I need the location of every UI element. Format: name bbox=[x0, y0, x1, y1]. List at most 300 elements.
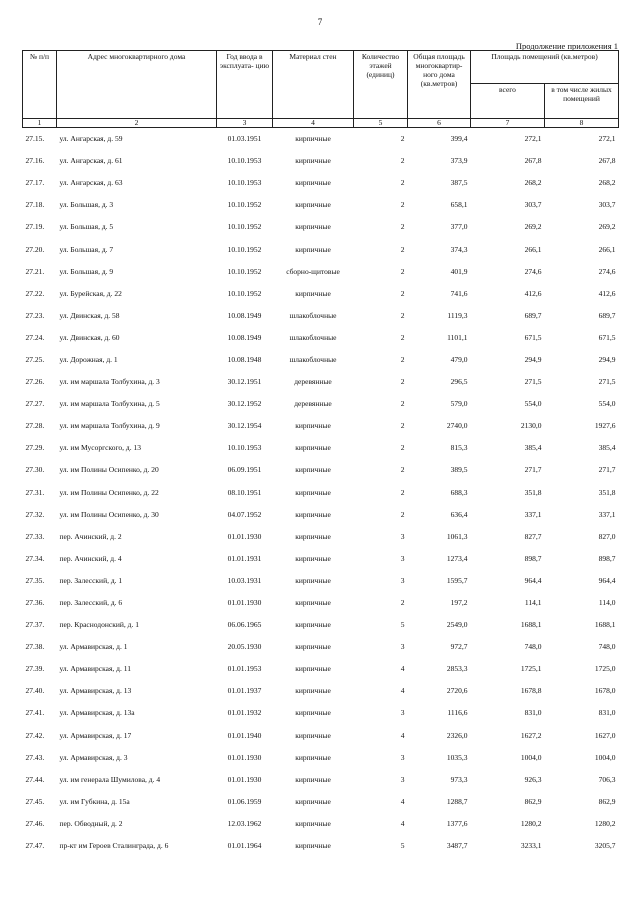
row-number: 27.40. bbox=[25, 686, 45, 696]
row-total-area: 1101,1 bbox=[447, 332, 468, 342]
row-premises-residential: 1004,0 bbox=[594, 752, 616, 762]
row-premises-all: 266,1 bbox=[524, 244, 542, 254]
row-year: 01.01.1932 bbox=[227, 708, 262, 718]
table-row bbox=[23, 150, 619, 172]
row-premises-residential: 689,7 bbox=[598, 310, 616, 320]
row-total-area: 2853,3 bbox=[446, 664, 468, 674]
row-premises-residential: 274,6 bbox=[598, 266, 616, 276]
row-year: 01.01.1937 bbox=[227, 686, 262, 696]
row-address: пер. Ачинский, д. 4 bbox=[59, 553, 122, 563]
register-body bbox=[23, 128, 619, 857]
row-premises-all: 294,9 bbox=[524, 354, 542, 364]
row-premises-all: 862,9 bbox=[524, 796, 542, 806]
row-floors: 5 bbox=[400, 620, 405, 630]
row-year: 10.10.1953 bbox=[227, 156, 262, 166]
row-year: 30.12.1951 bbox=[227, 377, 262, 387]
row-floors: 5 bbox=[400, 841, 405, 851]
row-premises-all: 2130,0 bbox=[520, 421, 542, 431]
row-year: 20.05.1930 bbox=[227, 642, 262, 652]
row-material: кирпичные bbox=[295, 642, 331, 652]
row-address: ул. Двинская, д. 58 bbox=[59, 310, 120, 320]
row-floors: 4 bbox=[400, 796, 405, 806]
row-total-area: 1377,6 bbox=[446, 818, 468, 828]
row-year: 10.10.1953 bbox=[227, 178, 262, 188]
row-number: 27.31. bbox=[25, 487, 45, 497]
row-floors: 2 bbox=[400, 244, 405, 254]
table-row bbox=[23, 680, 619, 702]
row-number: 27.44. bbox=[25, 774, 45, 784]
row-year: 10.10.1953 bbox=[227, 443, 262, 453]
row-year: 01.01.1964 bbox=[227, 841, 262, 851]
row-material: кирпичные bbox=[295, 752, 331, 762]
row-material: кирпичные bbox=[295, 465, 331, 475]
row-material: кирпичные bbox=[295, 796, 331, 806]
row-address: ул. Двинская, д. 60 bbox=[59, 332, 120, 342]
row-floors: 3 bbox=[400, 553, 405, 563]
continuation-note: Продолжение приложения 1 bbox=[515, 41, 618, 51]
row-material: кирпичные bbox=[295, 487, 331, 497]
row-total-area: 658,1 bbox=[450, 200, 468, 210]
row-address: ул. им маршала Толбухина, д. 5 bbox=[59, 399, 160, 409]
row-floors: 2 bbox=[400, 487, 405, 497]
row-floors: 2 bbox=[400, 421, 405, 431]
table-row bbox=[23, 304, 619, 326]
row-number: 27.18. bbox=[25, 200, 45, 210]
row-number: 27.41. bbox=[25, 708, 45, 718]
row-premises-residential: 706,3 bbox=[598, 774, 616, 784]
row-address: ул. Армавирская, д. 13 bbox=[59, 686, 132, 696]
row-year: 10.08.1949 bbox=[227, 332, 262, 342]
row-address: пер. Залесский, д. 6 bbox=[59, 598, 123, 608]
table-row bbox=[23, 459, 619, 481]
table-row bbox=[23, 812, 619, 834]
column-number: 2 bbox=[57, 119, 217, 128]
column-number: 4 bbox=[273, 119, 354, 128]
row-floors: 2 bbox=[400, 156, 405, 166]
row-total-area: 399,4 bbox=[450, 134, 468, 144]
page-number: 7 bbox=[317, 17, 323, 27]
table-row bbox=[23, 525, 619, 547]
row-floors: 3 bbox=[400, 531, 405, 541]
row-premises-residential: 269,2 bbox=[598, 222, 616, 232]
row-year: 01.01.1931 bbox=[227, 553, 262, 563]
row-year: 10.10.1952 bbox=[227, 222, 262, 232]
row-year: 01.01.1930 bbox=[227, 774, 262, 784]
row-year: 10.10.1952 bbox=[227, 288, 262, 298]
row-material: кирпичные bbox=[295, 774, 331, 784]
table-row bbox=[23, 371, 619, 393]
row-material: сборно-щитовые bbox=[286, 266, 340, 276]
row-premises-all: 964,4 bbox=[524, 575, 542, 585]
row-floors: 4 bbox=[400, 818, 405, 828]
row-floors: 4 bbox=[400, 664, 405, 674]
row-total-area: 1119,3 bbox=[447, 310, 468, 320]
row-total-area: 815,3 bbox=[450, 443, 468, 453]
header-floors: Количество этажей (единиц) bbox=[354, 51, 408, 119]
row-total-area: 741,6 bbox=[450, 288, 468, 298]
row-floors: 2 bbox=[400, 509, 405, 519]
row-floors: 2 bbox=[400, 399, 405, 409]
row-total-area: 377,0 bbox=[450, 222, 468, 232]
row-address: ул. им Полины Осипенко, д. 20 bbox=[59, 465, 159, 475]
row-premises-all: 271,5 bbox=[524, 377, 542, 387]
table-row bbox=[23, 194, 619, 216]
row-premises-residential: 351,8 bbox=[598, 487, 616, 497]
row-material: кирпичные bbox=[295, 244, 331, 254]
row-address: ул. Армавирская, д. 11 bbox=[59, 664, 131, 674]
header-no: № п/п bbox=[23, 51, 57, 119]
row-total-area: 374,3 bbox=[450, 244, 468, 254]
row-number: 27.43. bbox=[25, 752, 45, 762]
row-premises-all: 1280,2 bbox=[520, 818, 542, 828]
row-year: 10.08.1948 bbox=[227, 354, 262, 364]
row-address: пер. Обводный, д. 2 bbox=[59, 818, 123, 828]
row-number: 27.28. bbox=[25, 421, 45, 431]
row-premises-residential: 3205,7 bbox=[594, 841, 616, 851]
row-year: 30.12.1952 bbox=[227, 399, 262, 409]
row-address: ул. им Полины Осипенко, д. 30 bbox=[59, 509, 159, 519]
row-material: деревянные bbox=[294, 377, 332, 387]
row-material: шлакоблочные bbox=[289, 310, 337, 320]
row-number: 27.36. bbox=[25, 598, 45, 608]
row-address: ул. Бурейская, д. 22 bbox=[59, 288, 122, 298]
row-year: 06.09.1951 bbox=[227, 465, 262, 475]
row-total-area: 389,5 bbox=[450, 465, 468, 475]
row-number: 27.46. bbox=[25, 818, 45, 828]
row-premises-residential: 268,2 bbox=[598, 178, 616, 188]
row-material: кирпичные bbox=[295, 509, 331, 519]
row-material: кирпичные bbox=[295, 288, 331, 298]
row-number: 27.42. bbox=[25, 730, 45, 740]
row-premises-all: 274,6 bbox=[524, 266, 542, 276]
row-premises-all: 271,7 bbox=[524, 465, 542, 475]
table-row bbox=[23, 503, 619, 525]
table-row bbox=[23, 746, 619, 768]
table-row bbox=[23, 326, 619, 348]
row-premises-residential: 554,0 bbox=[598, 399, 616, 409]
row-address: ул. Армавирская, д. 1 bbox=[59, 642, 128, 652]
row-total-area: 1288,7 bbox=[446, 796, 468, 806]
row-number: 27.34. bbox=[25, 553, 45, 563]
row-premises-all: 926,3 bbox=[524, 774, 542, 784]
row-address: пр-кт им Героев Сталинграда, д. 6 bbox=[59, 841, 169, 851]
row-material: кирпичные bbox=[295, 620, 331, 630]
row-floors: 3 bbox=[400, 774, 405, 784]
row-floors: 2 bbox=[400, 200, 405, 210]
header-address: Адрес многоквартирного дома bbox=[57, 51, 217, 119]
row-total-area: 2720,6 bbox=[446, 686, 468, 696]
row-number: 27.16. bbox=[25, 156, 45, 166]
row-premises-all: 412,6 bbox=[524, 288, 542, 298]
row-year: 01.01.1930 bbox=[227, 752, 262, 762]
housing-register-table bbox=[22, 50, 619, 857]
table-row bbox=[23, 569, 619, 591]
header-total-area: Общая площадь многоквартир- ного дома (кв.метров) bbox=[408, 51, 471, 119]
table-row bbox=[23, 481, 619, 503]
row-floors: 2 bbox=[400, 332, 405, 342]
row-premises-all: 1725,1 bbox=[520, 664, 542, 674]
row-material: кирпичные bbox=[295, 531, 331, 541]
row-premises-all: 114,1 bbox=[524, 598, 542, 608]
row-total-area: 1061,3 bbox=[446, 531, 468, 541]
row-number: 27.29. bbox=[25, 443, 45, 453]
row-total-area: 636,4 bbox=[450, 509, 468, 519]
row-floors: 3 bbox=[400, 752, 405, 762]
row-premises-residential: 1725,0 bbox=[594, 664, 616, 674]
table-row bbox=[23, 614, 619, 636]
column-number: 6 bbox=[408, 119, 471, 128]
row-year: 01.01.1940 bbox=[227, 730, 262, 740]
row-material: кирпичные bbox=[295, 598, 331, 608]
row-number: 27.23. bbox=[25, 310, 45, 320]
row-number: 27.26. bbox=[25, 377, 45, 387]
row-premises-residential: 862,9 bbox=[598, 796, 616, 806]
row-premises-residential: 1678,0 bbox=[594, 686, 616, 696]
row-premises-residential: 294,9 bbox=[598, 354, 616, 364]
row-number: 27.21. bbox=[25, 266, 45, 276]
row-material: кирпичные bbox=[295, 818, 331, 828]
row-premises-all: 1688,1 bbox=[520, 620, 542, 630]
row-material: кирпичные bbox=[295, 421, 331, 431]
row-material: деревянные bbox=[294, 399, 332, 409]
row-premises-residential: 831,0 bbox=[598, 708, 616, 718]
row-floors: 3 bbox=[400, 642, 405, 652]
table-row bbox=[23, 658, 619, 680]
row-address: ул. Армавирская, д. 13а bbox=[59, 708, 135, 718]
column-number: 5 bbox=[354, 119, 408, 128]
row-year: 10.10.1952 bbox=[227, 200, 262, 210]
row-year: 10.10.1952 bbox=[227, 244, 262, 254]
row-number: 27.27. bbox=[25, 399, 45, 409]
row-premises-all: 748,0 bbox=[524, 642, 542, 652]
row-total-area: 579,0 bbox=[450, 399, 468, 409]
table-row bbox=[23, 547, 619, 569]
row-total-area: 2549,0 bbox=[446, 620, 468, 630]
table-row bbox=[23, 591, 619, 613]
row-premises-all: 831,0 bbox=[524, 708, 542, 718]
row-premises-all: 1678,8 bbox=[520, 686, 542, 696]
row-premises-residential: 1688,1 bbox=[594, 620, 616, 630]
row-total-area: 479,0 bbox=[450, 354, 468, 364]
row-premises-all: 898,7 bbox=[524, 553, 542, 563]
row-floors: 2 bbox=[400, 443, 405, 453]
table-row bbox=[23, 636, 619, 658]
row-premises-all: 671,5 bbox=[524, 332, 542, 342]
table-row bbox=[23, 282, 619, 304]
row-material: кирпичные bbox=[295, 178, 331, 188]
row-total-area: 3487,7 bbox=[446, 841, 468, 851]
row-address: ул. им маршала Толбухина, д. 9 bbox=[59, 421, 160, 431]
row-material: кирпичные bbox=[295, 200, 331, 210]
row-number: 27.24. bbox=[25, 332, 45, 342]
row-year: 08.10.1951 bbox=[227, 487, 262, 497]
table-row bbox=[23, 437, 619, 459]
row-material: кирпичные bbox=[295, 664, 331, 674]
row-total-area: 373,9 bbox=[450, 156, 468, 166]
row-address: пер. Ачинский, д. 2 bbox=[59, 531, 122, 541]
table-row bbox=[23, 415, 619, 437]
column-number: 7 bbox=[471, 119, 545, 128]
row-year: 12.03.1962 bbox=[227, 818, 262, 828]
header-premises-all: всего bbox=[471, 84, 545, 119]
row-premises-all: 385,4 bbox=[524, 443, 542, 453]
row-total-area: 2740,0 bbox=[446, 421, 468, 431]
row-address: ул. им маршала Толбухина, д. 3 bbox=[59, 377, 160, 387]
row-address: ул. Ангарская, д. 63 bbox=[59, 178, 123, 188]
row-premises-all: 351,8 bbox=[524, 487, 542, 497]
row-premises-residential: 827,0 bbox=[598, 531, 616, 541]
row-material: шлакоблочные bbox=[289, 332, 337, 342]
table-row bbox=[23, 393, 619, 415]
table-row bbox=[23, 128, 619, 150]
row-material: кирпичные bbox=[295, 222, 331, 232]
row-material: кирпичные bbox=[295, 708, 331, 718]
row-premises-all: 689,7 bbox=[524, 310, 542, 320]
row-floors: 2 bbox=[400, 178, 405, 188]
row-premises-all: 554,0 bbox=[524, 399, 542, 409]
row-premises-residential: 303,7 bbox=[598, 200, 616, 210]
row-premises-residential: 748,0 bbox=[598, 642, 616, 652]
row-number: 27.37. bbox=[25, 620, 45, 630]
row-number: 27.45. bbox=[25, 796, 45, 806]
table-row bbox=[23, 724, 619, 746]
table-row bbox=[23, 835, 619, 857]
row-premises-residential: 1280,2 bbox=[594, 818, 616, 828]
row-premises-residential: 898,7 bbox=[598, 553, 616, 563]
row-floors: 2 bbox=[400, 598, 405, 608]
row-premises-all: 1627,2 bbox=[520, 730, 542, 740]
row-floors: 4 bbox=[400, 686, 405, 696]
row-year: 01.01.1930 bbox=[227, 598, 262, 608]
row-material: кирпичные bbox=[295, 156, 331, 166]
row-number: 27.47. bbox=[25, 841, 45, 851]
row-number: 27.38. bbox=[25, 642, 45, 652]
row-year: 10.03.1931 bbox=[227, 575, 262, 585]
row-material: кирпичные bbox=[295, 575, 331, 585]
column-number: 8 bbox=[545, 119, 619, 128]
row-year: 04.07.1952 bbox=[227, 509, 262, 519]
row-number: 27.35. bbox=[25, 575, 45, 585]
row-premises-all: 827,7 bbox=[524, 531, 542, 541]
row-premises-residential: 385,4 bbox=[598, 443, 616, 453]
row-floors: 2 bbox=[400, 266, 405, 276]
row-premises-all: 268,2 bbox=[524, 178, 542, 188]
row-year: 06.06.1965 bbox=[227, 620, 262, 630]
row-address: ул. им Полины Осипенко, д. 22 bbox=[59, 487, 159, 497]
row-number: 27.25. bbox=[25, 354, 45, 364]
row-address: ул. им генерала Шумилова, д. 4 bbox=[59, 774, 161, 784]
row-year: 01.01.1953 bbox=[227, 664, 262, 674]
row-premises-residential: 114,0 bbox=[598, 598, 616, 608]
row-floors: 3 bbox=[400, 575, 405, 585]
row-total-area: 387,5 bbox=[450, 178, 468, 188]
row-number: 27.32. bbox=[25, 509, 45, 519]
row-number: 27.33. bbox=[25, 531, 45, 541]
row-material: кирпичные bbox=[295, 841, 331, 851]
row-total-area: 973,3 bbox=[450, 774, 468, 784]
row-number: 27.20. bbox=[25, 244, 45, 254]
row-floors: 2 bbox=[400, 134, 405, 144]
row-address: ул. Армавирская, д. 17 bbox=[59, 730, 132, 740]
row-material: кирпичные bbox=[295, 686, 331, 696]
row-number: 27.39. bbox=[25, 664, 45, 674]
row-number: 27.15. bbox=[25, 134, 45, 144]
row-total-area: 296,5 bbox=[450, 377, 468, 387]
row-year: 01.03.1951 bbox=[227, 134, 262, 144]
row-material: кирпичные bbox=[295, 730, 331, 740]
row-floors: 2 bbox=[400, 310, 405, 320]
row-material: шлакоблочные bbox=[289, 354, 337, 364]
row-year: 10.10.1952 bbox=[227, 266, 262, 276]
row-address: ул. им Мусоргского, д. 13 bbox=[59, 443, 141, 453]
table-row bbox=[23, 260, 619, 282]
row-total-area: 1595,7 bbox=[446, 575, 468, 585]
header-premises-area: Площадь помещений (кв.метров) bbox=[471, 51, 619, 84]
row-premises-residential: 337,1 bbox=[598, 509, 616, 519]
row-premises-residential: 266,1 bbox=[598, 244, 616, 254]
row-address: ул. Большая, д. 3 bbox=[59, 200, 114, 210]
row-premises-residential: 271,7 bbox=[598, 465, 616, 475]
header-material: Материал стен bbox=[273, 51, 354, 119]
row-premises-all: 303,7 bbox=[524, 200, 542, 210]
row-premises-residential: 412,6 bbox=[598, 288, 616, 298]
row-floors: 4 bbox=[400, 730, 405, 740]
table-row bbox=[23, 768, 619, 790]
row-material: кирпичные bbox=[295, 553, 331, 563]
row-total-area: 2326,0 bbox=[446, 730, 468, 740]
row-premises-residential: 267,8 bbox=[598, 156, 616, 166]
table-row bbox=[23, 702, 619, 724]
row-premises-residential: 271,5 bbox=[598, 377, 616, 387]
row-floors: 2 bbox=[400, 222, 405, 232]
row-floors: 2 bbox=[400, 377, 405, 387]
row-floors: 3 bbox=[400, 708, 405, 718]
row-address: пер. Краснодонский, д. 1 bbox=[59, 620, 139, 630]
row-address: ул. Ангарская, д. 61 bbox=[59, 156, 123, 166]
row-number: 27.22. bbox=[25, 288, 45, 298]
header-premises-residential: в том числе жилых помещений bbox=[545, 84, 619, 119]
row-premises-all: 272,1 bbox=[524, 134, 542, 144]
row-floors: 2 bbox=[400, 354, 405, 364]
row-address: пер. Залесский, д. 1 bbox=[59, 575, 123, 585]
row-premises-all: 337,1 bbox=[524, 509, 542, 519]
row-total-area: 1035,3 bbox=[446, 752, 468, 762]
row-total-area: 688,3 bbox=[450, 487, 468, 497]
row-address: ул. Большая, д. 9 bbox=[59, 266, 114, 276]
row-address: ул. Дорожная, д. 1 bbox=[59, 354, 118, 364]
table-row bbox=[23, 216, 619, 238]
table-row bbox=[23, 172, 619, 194]
row-address: ул. Большая, д. 5 bbox=[59, 222, 114, 232]
column-number: 3 bbox=[217, 119, 273, 128]
row-total-area: 972,7 bbox=[450, 642, 468, 652]
row-total-area: 1116,6 bbox=[447, 708, 468, 718]
row-year: 10.08.1949 bbox=[227, 310, 262, 320]
header-year: Год ввода в эксплуата- цию bbox=[217, 51, 273, 119]
row-number: 27.30. bbox=[25, 465, 45, 475]
row-premises-residential: 1927,6 bbox=[594, 421, 616, 431]
row-premises-all: 1004,0 bbox=[520, 752, 542, 762]
row-premises-all: 3233,1 bbox=[520, 841, 542, 851]
row-address: ул. Большая, д. 7 bbox=[59, 244, 114, 254]
row-number: 27.17. bbox=[25, 178, 45, 188]
row-year: 01.06.1959 bbox=[227, 796, 262, 806]
row-premises-residential: 671,5 bbox=[598, 332, 616, 342]
row-address: ул. Ангарская, д. 59 bbox=[59, 134, 123, 144]
column-number: 1 bbox=[23, 119, 57, 128]
row-floors: 2 bbox=[400, 288, 405, 298]
row-number: 27.19. bbox=[25, 222, 45, 232]
